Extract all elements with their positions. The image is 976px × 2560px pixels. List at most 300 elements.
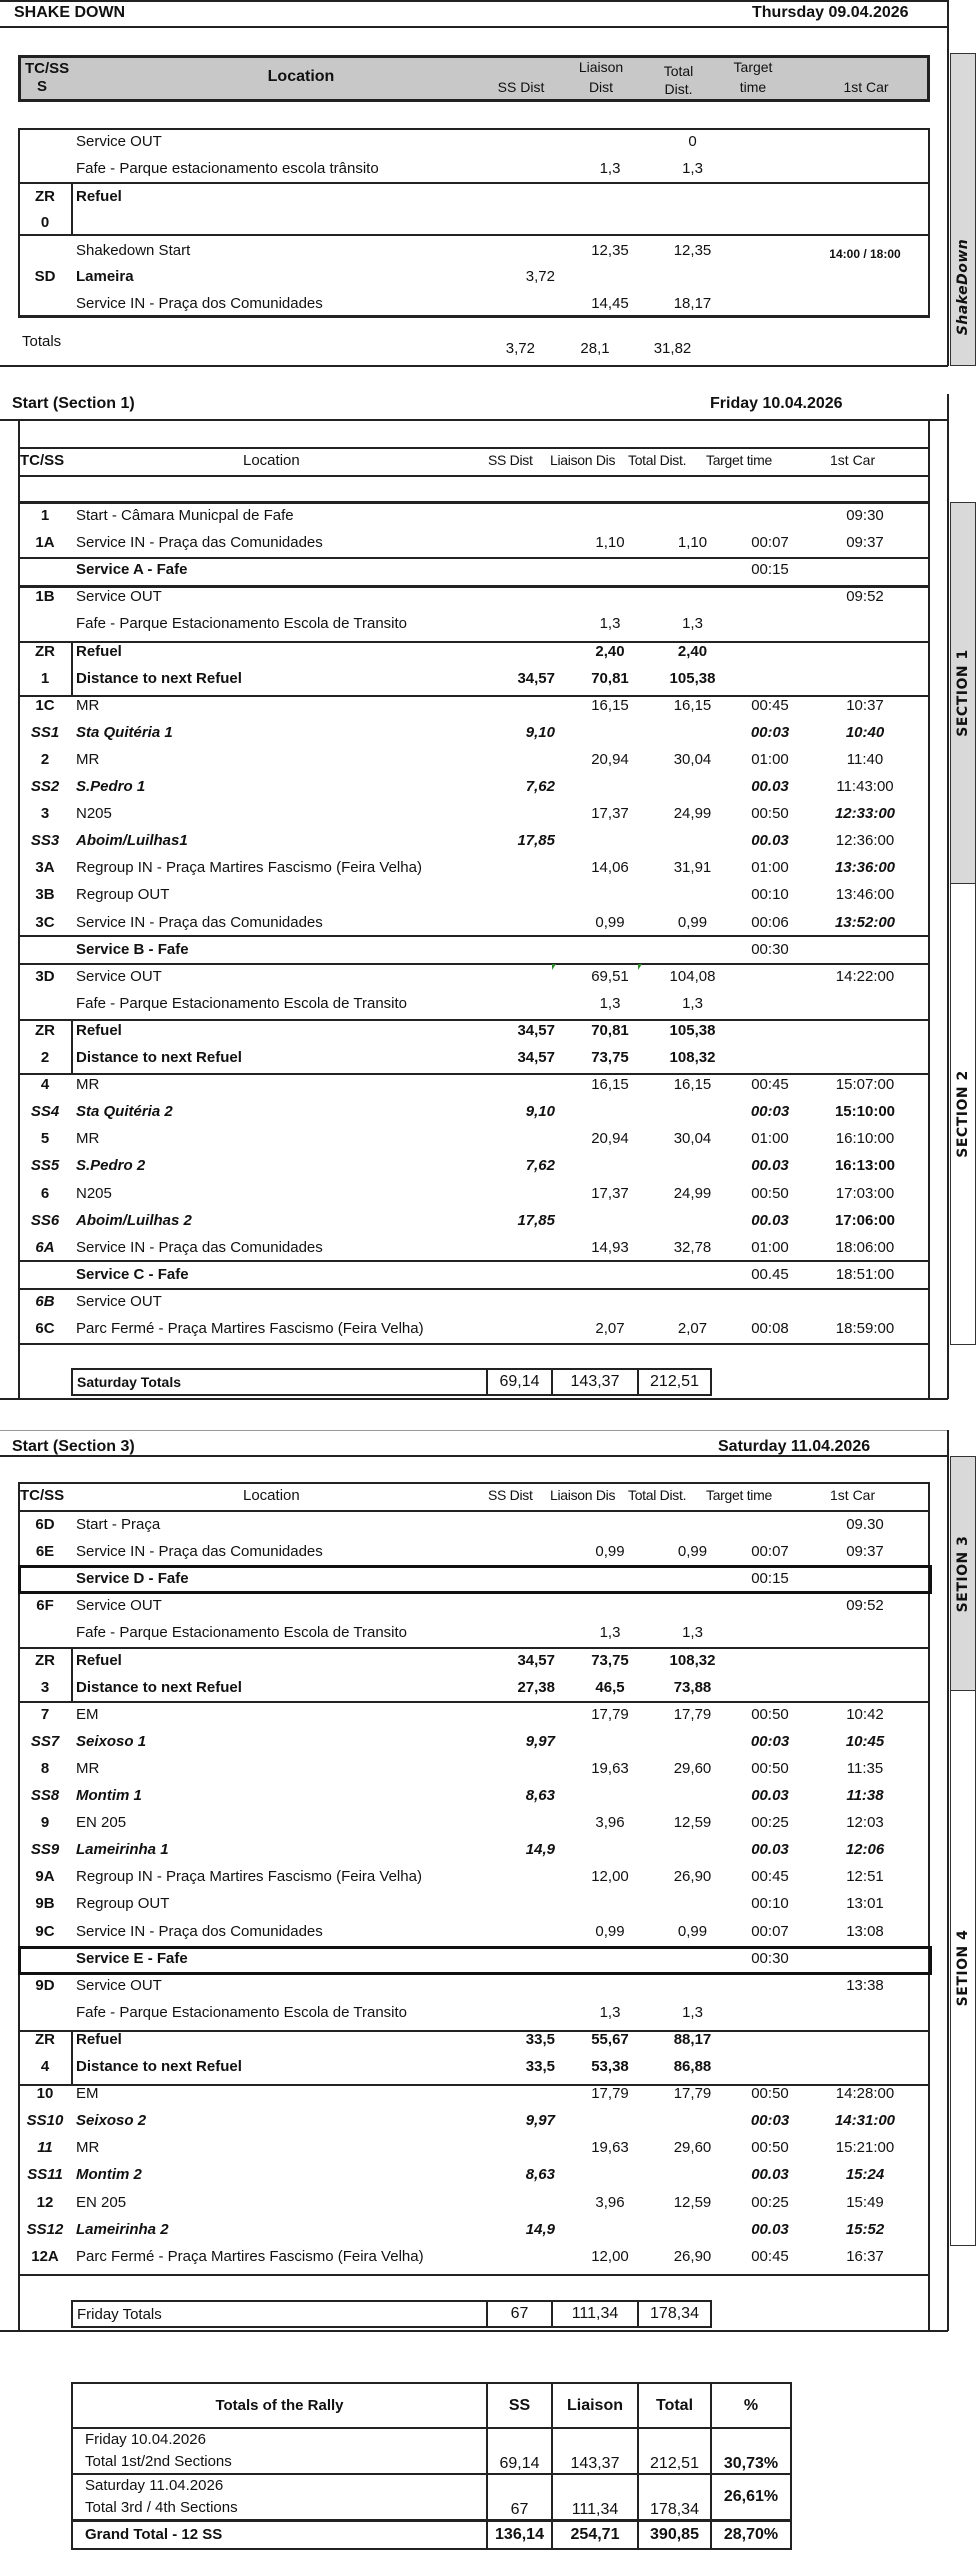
table-row (20, 1235, 930, 1261)
cell-ss-dist: 34,57 (517, 669, 555, 687)
cell-first-car-time: 12:36:00 (835, 832, 895, 850)
cell-stage-code: SS9 (30, 1841, 60, 1859)
cell-target-time: 00:07 (751, 534, 789, 552)
cell-stage-code: 1 (40, 507, 50, 524)
cell-stage-code: 8 (40, 1759, 50, 1777)
cell-stage-code: 6 (40, 1184, 50, 1202)
cell-liaison-dist: 70,81 (591, 1021, 629, 1039)
cell-location: MR (76, 696, 100, 714)
row-liaison: 111,34 (552, 2474, 638, 2521)
rally-totals-table (71, 2382, 792, 2550)
cell-target-time: 00:50 (751, 2139, 789, 2157)
side-label-text: SETION 4 (955, 1929, 971, 2007)
cell-target-time: 00:45 (751, 2247, 789, 2265)
col-target-2: time (739, 79, 767, 95)
cell-first-car-time: 15:10:00 (834, 1103, 896, 1121)
cell-total-dist: 32,78 (673, 1238, 712, 1256)
cell-liaison-dist: 12,35 (591, 242, 629, 259)
cell-location: Refuel (76, 1651, 122, 1669)
cell-location: MR (76, 1076, 100, 1094)
table-row (20, 1153, 930, 1179)
cell-location: Fafe - Parque Estacionamento Escola de Transito (76, 1624, 408, 1642)
day2-totals-total: 178,34 (638, 2301, 711, 2327)
cell-liaison-dist: 20,94 (591, 1130, 629, 1148)
table-row (20, 774, 930, 800)
cell-ss-dist: 9,97 (525, 2112, 555, 2130)
cell-location: Service OUT (76, 967, 162, 985)
cell-stage-code: 9 (40, 1814, 50, 1832)
cell-location: Refuel (76, 642, 122, 660)
cell-location: EM (76, 2085, 99, 2103)
cell-liaison-dist: 14,45 (591, 295, 629, 312)
row-desc: Total 1st/2nd Sections (85, 2453, 232, 2470)
cell-location: Fafe - Parque estacionamento escola trânsito (76, 160, 379, 177)
cell-ss-dist: 8,63 (525, 1787, 555, 1804)
cell-liaison-dist: 19,63 (591, 2139, 629, 2157)
cell-first-car-time: 10:42 (846, 1705, 884, 1723)
cell-location: Start - Praça (76, 1516, 161, 1533)
grand-total-ss: 136,14 (487, 2521, 552, 2549)
cell-target-time: 00:15 (751, 1570, 789, 1588)
col-liaison: Liaison Dis (550, 452, 616, 468)
cell-target-time: 00:45 (751, 1076, 789, 1094)
table-row (20, 2054, 930, 2080)
grand-total-liaison: 254,71 (552, 2521, 638, 2549)
cell-first-car-time: 14:22:00 (835, 967, 895, 985)
cell-first-car-time: 09.30 (846, 1516, 884, 1533)
shakedown-totals-ss: 3,72 (505, 340, 535, 357)
table-row (20, 184, 930, 210)
cell-total-dist: 1,3 (682, 1624, 703, 1642)
shakedown-totals-label: Totals (22, 333, 62, 350)
table-row (20, 828, 930, 854)
cell-location: Fafe - Parque Estacionamento Escola de Transito (76, 2003, 408, 2021)
col-tc: TC/SS (25, 60, 70, 77)
cell-location: Refuel (76, 1021, 122, 1039)
cell-target-time: 00:03 (750, 2112, 790, 2130)
cell-liaison-dist: 2,40 (595, 642, 625, 660)
cell-stage-code: 4 (40, 2058, 50, 2075)
cell-target-time: 00:07 (751, 1922, 789, 1940)
cell-first-car-time: 10:40 (845, 723, 885, 741)
day1-totals-total: 212,51 (638, 1369, 711, 1395)
day1-totals-table (71, 1368, 712, 1396)
day2-totals-table (71, 2300, 712, 2328)
cell-total-dist: 0,99 (677, 1922, 708, 1940)
cell-liaison-dist: 2,07 (595, 1320, 625, 1337)
cell-stage-code: ZR (35, 1651, 55, 1669)
cell-total-dist: 26,90 (673, 2247, 712, 2265)
cell-location: Service D - Fafe (76, 1570, 189, 1588)
table-row (20, 2108, 930, 2134)
cell-liaison-dist: 1,3 (599, 615, 621, 633)
table-row (20, 2244, 930, 2270)
cell-stage-code: SS11 (27, 2166, 63, 2184)
table-row (20, 2162, 930, 2188)
cell-liaison-dist: 0,99 (595, 1922, 625, 1940)
cell-stage-code: SS3 (30, 832, 60, 850)
cell-liaison-dist: 14,93 (591, 1238, 629, 1256)
cell-liaison-dist: 20,94 (591, 750, 629, 768)
cell-liaison-dist: 3,96 (595, 1814, 625, 1832)
table-row (20, 964, 930, 990)
cell-stage-code: ZR (35, 1021, 55, 1039)
cell-liaison-dist: 0,99 (595, 913, 625, 931)
col-ss-dist: SS Dist (488, 1487, 533, 1503)
cell-stage-code: 3A (35, 859, 55, 877)
cell-liaison-dist: 0,99 (595, 1543, 625, 1561)
cell-liaison-dist: 69,51 (591, 967, 629, 985)
cell-total-dist: 0,99 (677, 913, 708, 931)
cell-stage-code: 4 (40, 1076, 50, 1094)
cell-first-car-time: 14:31:00 (834, 2112, 896, 2130)
row-total: 178,34 (638, 2474, 711, 2521)
cell-stage-code: 3D (35, 967, 55, 985)
cell-location: Service IN - Praça dos Comunidades (76, 295, 323, 312)
cell-target-time: 00:15 (751, 561, 789, 579)
grand-total-label: Grand Total - 12 SS (72, 2521, 487, 2549)
cell-stage-code: 10 (36, 2085, 54, 2103)
cell-liaison-dist: 16,15 (591, 696, 629, 714)
cell-ss-dist: 27,38 (517, 1678, 555, 1696)
cell-target-time: 01:00 (751, 1238, 789, 1256)
cell-target-time: 00:45 (751, 1868, 789, 1886)
cell-location: Shakedown Start (76, 242, 191, 259)
cell-target-time: 01:00 (751, 750, 789, 768)
cell-target-time: 00.03 (751, 1841, 789, 1859)
cell-first-car-time: 09:52 (846, 1597, 884, 1615)
table-row (20, 937, 930, 963)
cell-total-dist: 17,79 (673, 2085, 712, 2103)
table-row (20, 1702, 930, 1728)
cell-target-time: 00:50 (751, 2085, 789, 2103)
cell-location: Parc Fermé - Praça Martires Fascismo (Feira Velha) (76, 2247, 424, 2265)
cell-first-car-time: 13:36:00 (834, 859, 896, 877)
cell-first-car-time: 18:06:00 (835, 1238, 895, 1256)
cell-total-dist: 105,38 (669, 669, 716, 687)
cell-location: Refuel (76, 2030, 122, 2048)
row-total: 212,51 (638, 2428, 711, 2474)
row-liaison: 143,37 (552, 2428, 638, 2474)
cell-ss-dist: 8,63 (525, 2166, 555, 2184)
cell-location: Start - Câmara Municpal de Fafe (76, 507, 294, 524)
side-label-text: ShakeDown (955, 239, 971, 336)
cell-total-dist: 108,32 (669, 1651, 716, 1669)
cell-location: Regroup OUT (76, 886, 170, 904)
cell-total-dist: 30,04 (673, 750, 712, 768)
table-row (20, 1756, 930, 1782)
rally-totals-header-liaison: Liaison (552, 2383, 638, 2428)
cell-total-dist: 2,07 (677, 1320, 708, 1337)
cell-total-dist: 29,60 (673, 2139, 712, 2157)
cell-location: MR (76, 2139, 100, 2157)
cell-location: MR (76, 1759, 100, 1777)
cell-stage-code: 1A (35, 534, 55, 552)
cell-first-car-time: 13:08 (846, 1922, 884, 1940)
day1-totals-liaison: 143,37 (552, 1369, 638, 1395)
cell-ss-dist: 17,85 (517, 1211, 555, 1229)
cell-ss-dist: 33,5 (525, 2058, 555, 2075)
cell-liaison-dist: 3,96 (595, 2193, 625, 2211)
cell-location: Service OUT (76, 133, 162, 150)
table-row (20, 1593, 930, 1619)
cell-location: Service A - Fafe (76, 561, 188, 579)
cell-stage-code: 6D (35, 1516, 55, 1533)
cell-stage-code: 1B (35, 588, 55, 606)
cell-location: Service E - Fafe (76, 1949, 188, 1967)
col-target: Target time (706, 1487, 772, 1503)
cell-location: Distance to next Refuel (76, 2058, 242, 2075)
cell-total-dist: 12,59 (673, 2193, 712, 2211)
day1-totals-label: Saturday Totals (72, 1369, 487, 1395)
table-row (20, 611, 930, 637)
cell-target-time: 00.03 (751, 1787, 789, 1804)
row-date: Friday 10.04.2026 (85, 2431, 206, 2448)
cell-stage-code: 3 (40, 1678, 50, 1696)
cell-location: Service IN - Praça das Comunidades (76, 1543, 323, 1561)
cell-stage-code: ZR (35, 188, 55, 205)
cell-stage-code: SS10 (26, 2112, 64, 2130)
cell-liaison-dist: 17,37 (591, 805, 629, 823)
cell-total-dist: 1,3 (682, 2003, 703, 2021)
cell-liaison-dist: 1,3 (599, 2003, 621, 2021)
table-row (20, 1539, 930, 1565)
cell-liaison-dist: 12,00 (591, 1868, 629, 1886)
col-tc: TC/SS (20, 452, 65, 469)
cell-total-dist: 31,91 (673, 859, 712, 877)
cell-first-car-time: 15:21:00 (835, 2139, 895, 2157)
table-row (20, 1126, 930, 1152)
table-row (20, 1018, 930, 1044)
table-row (20, 1675, 930, 1701)
cell-target-time: 00:50 (751, 1759, 789, 1777)
col-first-car: 1st Car (830, 1487, 876, 1503)
cell-liaison-dist: 1,3 (599, 994, 621, 1012)
cell-first-car-time: 12:03 (846, 1814, 884, 1832)
cell-target-time: 00.03 (751, 1157, 789, 1175)
cell-stage-code: SS8 (30, 1787, 60, 1804)
cell-target-time: 00:06 (751, 913, 789, 931)
cell-stage-code: SS4 (30, 1103, 60, 1121)
cell-target-time: 00:10 (751, 1895, 789, 1913)
cell-total-dist: 24,99 (673, 805, 712, 823)
cell-first-car-time: 14:00 / 18:00 (829, 247, 901, 261)
cell-location: MR (76, 1130, 100, 1148)
table-row (20, 910, 930, 936)
cell-location: Fafe - Parque Estacionamento Escola de Transito (76, 615, 408, 633)
table-row (20, 747, 930, 773)
table-row (20, 503, 930, 529)
cell-stage-code: 9D (35, 1976, 55, 1994)
table-row (20, 2190, 930, 2216)
cell-ss-dist: 33,5 (525, 2030, 555, 2048)
cell-target-time: 00:03 (750, 723, 790, 741)
cell-target-time: 00:50 (751, 1184, 789, 1202)
cell-total-dist: 0,99 (677, 1543, 708, 1561)
cell-ss-dist: 9,10 (525, 1103, 555, 1121)
cell-stage-code: 12A (31, 2247, 59, 2265)
table-row (20, 129, 930, 155)
row-ss: 67 (487, 2474, 552, 2521)
day2-totals-ss: 67 (487, 2301, 552, 2327)
day2-totals-liaison: 111,34 (552, 2301, 638, 2327)
cell-liaison-dist: 1,3 (599, 1624, 621, 1642)
table-row (20, 1512, 930, 1538)
cell-location: Lameira (76, 268, 134, 285)
cell-total-dist: 108,32 (669, 1049, 716, 1066)
table-row (20, 882, 930, 908)
cell-stage-code: 0 (40, 214, 50, 231)
day2-date: Saturday 11.04.2026 (718, 1438, 871, 1455)
table-row (20, 1783, 930, 1809)
cell-total-dist: 30,04 (673, 1130, 712, 1148)
cell-target-time: 00:30 (751, 940, 789, 958)
cell-target-time: 00.03 (751, 2220, 789, 2238)
cell-first-car-time: 18:59:00 (835, 1320, 895, 1337)
row-desc: Total 3rd / 4th Sections (85, 2499, 238, 2516)
table-row (20, 720, 930, 746)
cell-stage-code: SD (34, 268, 56, 285)
cell-ss-dist: 34,57 (517, 1049, 555, 1066)
cell-location: Regroup OUT (76, 1895, 170, 1913)
grand-total-total: 390,85 (638, 2521, 711, 2549)
cell-location: Montim 1 (76, 1787, 142, 1804)
cell-stage-code: 5 (40, 1130, 50, 1148)
row-pct: 26,61% (711, 2474, 791, 2521)
cell-location: Lameirinha 2 (76, 2220, 169, 2238)
col-liaison: Liaison Dis (550, 1487, 616, 1503)
cell-target-time: 00:25 (751, 1814, 789, 1832)
table-row (20, 1208, 930, 1234)
cell-ss-dist: 3,72 (525, 268, 555, 285)
shakedown-totals-total: 31,82 (653, 340, 692, 357)
table-row (20, 1289, 930, 1315)
cell-location: Refuel (76, 188, 122, 205)
table-row (20, 584, 930, 610)
cell-location: Distance to next Refuel (76, 1678, 242, 1696)
cell-location: Service IN - Praça das Comunidades (76, 534, 323, 552)
cell-total-dist: 16,15 (673, 696, 712, 714)
cell-location: Service OUT (76, 588, 162, 606)
cell-stage-code: SS5 (30, 1157, 60, 1175)
col-first-car: 1st Car (843, 79, 889, 95)
table-row (20, 238, 930, 264)
side-label-text: SECTION 2 (955, 1070, 971, 1158)
day2-header-row (18, 1483, 930, 1511)
cell-first-car-time: 15:52 (845, 2220, 885, 2238)
cell-stage-code: 3B (35, 886, 55, 904)
table-row (20, 1864, 930, 1890)
cell-first-car-time: 11:43:00 (836, 778, 894, 795)
cell-total-dist: 1,3 (682, 994, 703, 1012)
shakedown-date: Thursday 09.04.2026 (752, 4, 909, 21)
cell-target-time: 00:03 (750, 1103, 790, 1121)
cell-first-car-time: 13:38 (846, 1976, 884, 1994)
col-tc-wrap: S (36, 78, 47, 95)
col-first-car: 1st Car (830, 452, 876, 468)
cell-first-car-time: 16:10:00 (835, 1130, 895, 1148)
cell-stage-code: 6E (35, 1543, 55, 1561)
col-target: Target time (706, 452, 772, 468)
cell-target-time: 00:45 (751, 696, 789, 714)
cell-target-time: 00:50 (751, 1705, 789, 1723)
table-row (20, 1262, 930, 1288)
cell-stage-code: SS12 (26, 2220, 64, 2238)
cell-stage-code: 2 (40, 750, 50, 768)
cell-total-dist: 16,15 (673, 1076, 712, 1094)
cell-first-car-time: 09:52 (846, 588, 884, 606)
comment-marker-icon (638, 964, 642, 970)
cell-location: Service IN - Praça dos Comunidades (76, 1922, 323, 1940)
cell-first-car-time: 15:49 (846, 2193, 884, 2211)
table-row (20, 1810, 930, 1836)
cell-target-time: 00:50 (751, 805, 789, 823)
cell-ss-dist: 34,57 (517, 1021, 555, 1039)
cell-target-time: 00.03 (751, 1211, 789, 1229)
cell-first-car-time: 12:06 (845, 1841, 885, 1859)
cell-first-car-time: 11:40 (846, 750, 884, 768)
table-row (20, 1072, 930, 1098)
row-date: Saturday 11.04.2026 (85, 2477, 224, 2494)
cell-first-car-time: 15:07:00 (835, 1076, 895, 1094)
side-label-section-4 (950, 1690, 976, 2246)
cell-total-dist: 0 (688, 133, 697, 150)
col-liaison-2: Dist (588, 79, 614, 95)
cell-stage-code: 9C (35, 1922, 55, 1940)
cell-ss-dist: 14,9 (525, 2220, 555, 2238)
cell-location: EN 205 (76, 2193, 127, 2211)
cell-location: Distance to next Refuel (76, 669, 242, 687)
cell-first-car-time: 13:52:00 (834, 913, 896, 931)
cell-stage-code: ZR (35, 642, 55, 660)
cell-target-time: 00:30 (751, 1949, 789, 1967)
cell-first-car-time: 11:35 (846, 1759, 884, 1777)
cell-stage-code: 6C (35, 1320, 55, 1337)
cell-stage-code: 11 (37, 2139, 53, 2157)
cell-stage-code: 6A (35, 1238, 55, 1256)
cell-location: Parc Fermé - Praça Martires Fascismo (Feira Velha) (76, 1320, 424, 1337)
cell-target-time: 00:10 (751, 886, 789, 904)
shakedown-totals-liaison: 28,1 (580, 340, 610, 357)
cell-first-car-time: 13:46:00 (835, 886, 895, 904)
table-row (20, 1973, 930, 1999)
cell-first-car-time: 17:03:00 (835, 1184, 895, 1202)
table-row (20, 1891, 930, 1917)
cell-liaison-dist: 73,75 (591, 1049, 629, 1066)
cell-ss-dist: 7,62 (525, 1157, 555, 1175)
cell-liaison-dist: 1,3 (599, 160, 621, 177)
table-row (20, 156, 930, 182)
cell-total-dist: 88,17 (673, 2030, 712, 2048)
side-label-section-3 (950, 1456, 976, 1691)
cell-target-time: 00.45 (751, 1265, 789, 1283)
cell-first-car-time: 16:37 (846, 2247, 884, 2265)
day1-title: Start (Section 1) (12, 395, 135, 412)
cell-location: Seixoso 1 (76, 1732, 147, 1750)
table-row (20, 210, 930, 236)
cell-liaison-dist: 14,06 (591, 859, 629, 877)
cell-total-dist: 104,08 (669, 967, 716, 985)
cell-stage-code: 2 (40, 1049, 50, 1066)
cell-stage-code: 3 (40, 805, 50, 823)
cell-total-dist: 1,3 (682, 160, 703, 177)
cell-stage-code: SS6 (30, 1211, 60, 1229)
cell-stage-code: 7 (40, 1705, 50, 1723)
col-location: Location (243, 1487, 300, 1504)
cell-first-car-time: 10:45 (845, 1732, 885, 1750)
rally-totals-header-pct: % (711, 2383, 791, 2428)
cell-location: Seixoso 2 (76, 2112, 147, 2130)
